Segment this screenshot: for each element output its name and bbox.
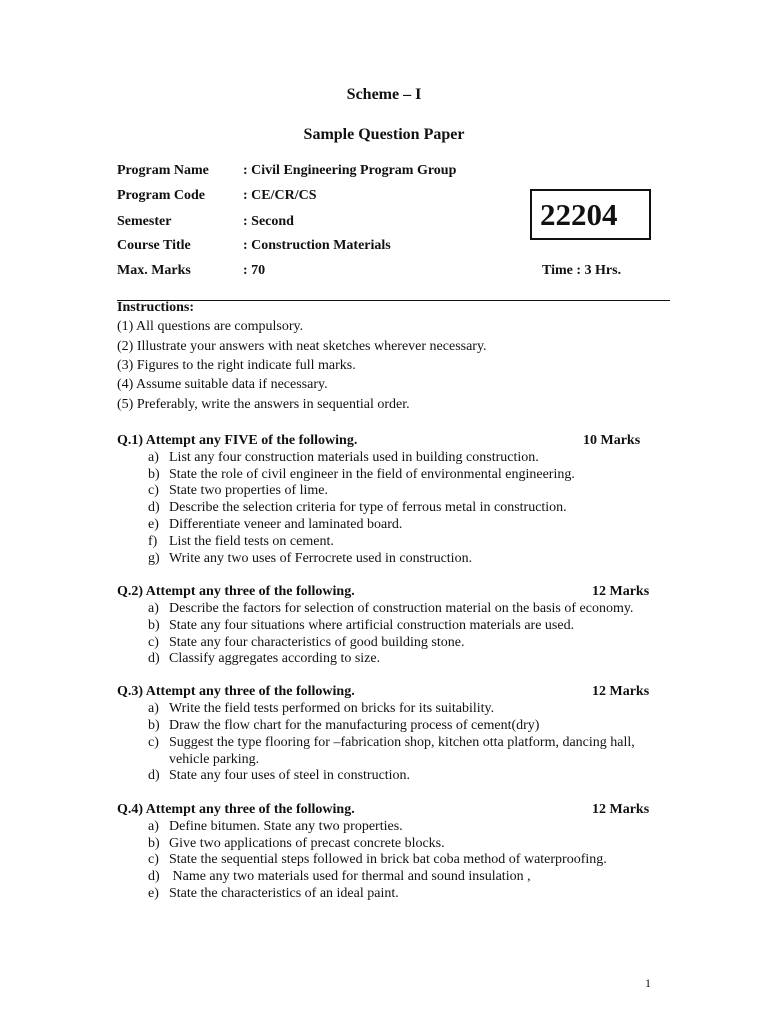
item-text: State the role of civil engineer in the field of environmental engineering. [169,467,575,482]
paper-title: Sample Question Paper [303,126,465,143]
instruction-item: (3) Figures to the right indicate full marks. [117,358,356,373]
question-2-item [148,601,633,617]
item-label: d) [148,768,160,783]
item-text: List the field tests on cement. [169,534,334,549]
item-label: e) [148,886,159,901]
item-label: b) [148,718,160,733]
info-value-semester: : Second [243,214,294,229]
item-text: Write the field tests performed on bricks for its suitability. [169,701,495,716]
item-label: c) [148,635,159,650]
question-3-heading: Q.3) Attempt any three of the following. [117,684,355,699]
item-label: b) [148,618,160,633]
item-label: e) [148,517,159,532]
item-text: State the sequential steps followed in brick bat coba method of waterproofing. [169,852,607,867]
question-4-marks: 12 Marks [592,802,650,817]
question-4-heading: Q.4) Attempt any three of the following. [117,802,355,817]
question-3-marks: 12 Marks [592,684,650,699]
item-text: Name any two materials used for thermal and sound insulation , [169,869,531,884]
item-label: a) [148,701,159,716]
page-number: 1 [645,976,651,990]
question-1-item [148,500,567,516]
item-label: d) [148,500,160,515]
question-2-item [148,618,574,634]
question-3-item [148,701,494,717]
item-text: State the characteristics of an ideal paint. [169,886,399,901]
item-label: a) [148,819,159,834]
question-4-item [148,819,403,835]
question-1-item [148,534,334,550]
item-label: a) [148,601,159,616]
question-1-item [148,517,402,533]
item-text: List any four construction materials used in building construction. [169,450,539,465]
question-4-item [148,836,445,852]
info-label-semester: Semester [117,214,172,229]
item-text: Define bitumen. State any two properties. [169,819,403,834]
exam-time: Time : 3 Hrs. [542,263,622,278]
item-label: g) [148,551,160,566]
scheme-title: Scheme – I [346,86,422,103]
item-label: d) [148,869,160,884]
item-label: a) [148,450,159,465]
item-text: Give two applications of precast concrete blocks. [169,836,445,851]
header-divider [117,300,670,301]
instruction-item: (1) All questions are compulsory. [117,319,304,334]
question-3-item-continuation: vehicle parking. [169,752,260,767]
question-1-marks: 10 Marks [583,433,641,448]
info-label-program-name: Program Name [117,163,209,178]
info-value-max-marks: : 70 [243,263,266,278]
item-text: Write any two uses of Ferrocrete used in construction. [169,551,473,566]
question-1-item [148,467,575,483]
info-value-course-title: : Construction Materials [243,238,391,253]
question-4-item [148,852,607,868]
question-2-heading: Q.2) Attempt any three of the following. [117,584,355,599]
question-4-item [148,886,399,902]
item-text: State two properties of lime. [169,483,329,498]
question-4-item [148,869,531,885]
item-label: b) [148,467,160,482]
info-value-program-code: : CE/CR/CS [243,188,317,203]
question-2-item [148,651,380,667]
item-label: f) [148,534,158,549]
item-label: b) [148,836,160,851]
item-text: Classify aggregates according to size. [169,651,381,666]
question-2-marks: 12 Marks [592,584,650,599]
instructions-heading: Instructions: [117,300,195,315]
item-label: c) [148,735,159,750]
instruction-item: (4) Assume suitable data if necessary. [117,377,328,392]
course-code: 22204 [540,196,618,232]
info-label-max-marks: Max. Marks [117,263,191,278]
instruction-item: (5) Preferably, write the answers in sequential order. [117,397,410,412]
info-label-program-code: Program Code [117,188,205,203]
question-3-item [148,735,635,751]
item-text: Differentiate veneer and laminated board. [169,517,403,532]
info-value-program-name: : Civil Engineering Program Group [243,163,457,178]
item-text: State any four situations where artificial construction materials are used. [169,618,575,633]
item-label: d) [148,651,160,666]
item-text: State any four uses of steel in construction. [169,768,411,783]
question-1-item [148,483,328,499]
item-text: State any four characteristics of good building stone. [169,635,465,650]
instruction-item: (2) Illustrate your answers with neat sketches wherever necessary. [117,339,487,354]
course-code-box [530,189,651,240]
question-2-item [148,635,464,651]
question-1-item [148,450,539,466]
item-label: c) [148,483,159,498]
question-3-item [148,718,539,734]
question-3-item [148,768,410,784]
question-1-item [148,551,472,567]
item-text: Draw the flow chart for the manufacturing process of cement(dry) [169,718,540,733]
item-text: Describe the factors for selection of construction material on the basis of economy. [169,601,634,616]
item-label: c) [148,852,159,867]
item-text: Describe the selection criteria for type of ferrous metal in construction. [169,500,567,515]
info-label-course-title: Course Title [117,238,191,253]
question-1-heading: Q.1) Attempt any FIVE of the following. [117,433,358,448]
item-text: Suggest the type flooring for –fabrication shop, kitchen otta platform, dancing hall, [169,735,635,750]
